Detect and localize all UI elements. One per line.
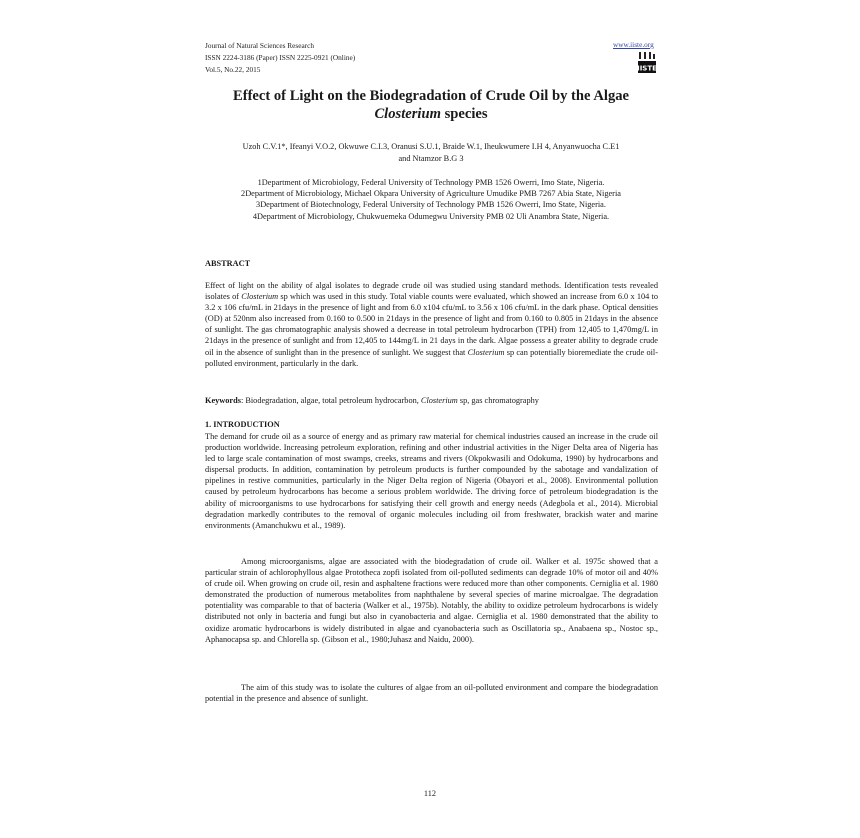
affiliation-2: 2Department of Microbiology, Michael Okpara University of Agriculture Umudike PMB 7267 Abia State, Nigeria xyxy=(241,189,621,199)
keywords-line xyxy=(205,395,658,406)
journal-volume: Vol.5, No.22, 2015 xyxy=(205,65,261,74)
journal-url-link[interactable]: www.iiste.org xyxy=(613,40,654,49)
svg-text:IISTE: IISTE xyxy=(637,64,657,73)
intro-paragraph-1: The demand for crude oil as a source of energy and as primary raw material for chemical industries caused an increase in the crude oil production worldwide. Increasing petroleum exploration, refining and other industrial activities in the Niger Delta area of Nigeria has led to large scale contamination of most swamps, creeks, streams and rivers (Okpokwasili and Odokuma, 1990) by hydrocarbons and dispersal products. In addition, contamination by petroleum products is further compounded by the sabotage and vandalization of pipelines in restive communities, particularly in the Niger Delta region of Nigeria (Obayori et al., 2008). Environmental pollution caused by petroleum hydrocarbons has become a serious problem worldwide. The driving force of petroleum biodegradation is the ability of microorganisms to use hydrocarbons for satisfying their cell growth and energy needs (Adegbola et al., 2014). Microbial degradation markedly contributes to the removal of organic molecules including oil from freshwater, brackish water and marine environments (Amanchukwu et al., 1989). xyxy=(205,432,658,530)
keywords-genus: Closterium xyxy=(420,396,458,405)
intro-paragraph-3: The aim of this study was to isolate the cultures of algae from an oil-polluted environment and compare the biodegradation potential in the presence and absence of sunlight. xyxy=(205,683,658,704)
journal-issn: ISSN 2224-3186 (Paper) ISSN 2225-0921 (Online) xyxy=(205,53,356,62)
affiliation-1: 1Department of Microbiology, Federal University of Technology PMB 1526 Owerri, Imo State, Nigeria. xyxy=(257,178,605,187)
title-line-2 xyxy=(150,105,712,123)
title-genus: Closterium xyxy=(374,106,441,122)
intro-heading: 1. INTRODUCTION xyxy=(205,420,280,429)
affiliation-3: 3Department of Biotechnology, Federal University of Technology PMB 1526 Owerri, Imo State, Nigeria. xyxy=(256,200,606,210)
affiliation-list xyxy=(200,177,662,222)
title-line-1: Effect of Light on the Biodegradation of Crude Oil by the Algae xyxy=(232,88,630,104)
affiliation-4: 4Department of Microbiology, Chukwuemeka Odumegwu University PMB 02 Uli Anambra State, Nigeria. xyxy=(252,211,610,221)
abstract-text-e: sp can potentially bioremediate the crude oil-polluted environment, particularly in the dark. xyxy=(205,347,658,368)
keywords-text-c: sp, gas chromatography xyxy=(457,396,539,405)
abstract-body xyxy=(205,280,658,369)
abstract-genus-2: Closterium xyxy=(467,347,505,357)
author-line-2: and Ntamzor B.G 3 xyxy=(398,153,464,163)
paper-title xyxy=(150,87,712,123)
journal-header xyxy=(205,40,355,76)
intro-paragraph-2: Among microorganisms, algae are associated with the biodegradation of crude oil. Walker et al. 1975c showed that a particular strain of achlorophyllous algae Prototheca zopfi isolated from oil-polluted sediments can degrade 10% of motor oil and 40% of crude oil. When growing on crude oil, resin and asphaltene fractions were reduced more than other components. Cerniglia et al. 1980 demonstrated the production of numerous metabolites from naphthalene by several species of marine microalgae. The degradation potentiality was comparable to that of bacteria (Walker et al., 1975b). Notably, the ability to oxidize petroleum hydrocarbons is widely distributed not only in bacteria and fungi but also in cyanobacteria and algae. Cerniglia et al. 1980 demonstrated that the ability to oxidize aromatic hydrocarbons is widely distributed in algae and cyanobacteria such as Oscillatoria sp., Anabaena sp., Nostoc sp., Aphanocapsa sp. and Chlorella sp. (Gibson et al., 1980;Juhasz and Naidu, 2000). xyxy=(205,557,658,644)
abstract-text-c: sp which was used in this study. Total viable counts were evaluated, which showed an increase from 6.0 x 104 to 3.2 x 106 cfu/mL in 21days in the presence of light and from 6.0 x104 cfu/mL to 3.56 x 106 cfu/mL in the dark phase. Optical densities (OD) at 520nm also increased from 0.160 to 0.500 in 21days in the presence of light and from 0.160 to 0.805 in 21days in the absence of sunlight. The gas chromatographic analysis showed a decrease in total petroleum hydrocarbon (TPH) from 12,405 to 1,470mg/L in 21days in the presence of sunlight and from 12,405 to 144mg/L in 21 days in the dark. Algae possess a greater ability to degrade crude oil in the absence of sunlight than in the presence of sunlight. We suggest that xyxy=(205,292,658,357)
abstract-heading: ABSTRACT xyxy=(205,259,251,268)
page-number: 112 xyxy=(423,789,437,798)
abstract-genus-1: Closterium xyxy=(241,292,279,302)
author-line-1: Uzoh C.V.1*, Ifeanyi V.O.2, Okwuwe C.I.3, Oranusi S.U.1, Braide W.1, Iheukwumere I.H 4, Anyanwuocha C.E1 xyxy=(242,142,620,151)
abstract-text-a: Effect of light on the ability of algal isolates to degrade crude oil was studied using standard methods. Identification tests revealed isolates of xyxy=(205,281,658,302)
keywords-label: Keywords xyxy=(205,396,241,405)
journal-name: Journal of Natural Sciences Research xyxy=(205,41,315,50)
keywords-text-a: : Biodegradation, algae, total petroleum hydrocarbon, xyxy=(240,396,421,405)
iiste-logo-icon xyxy=(636,52,658,74)
title-rest: species xyxy=(440,106,488,122)
author-list xyxy=(200,141,662,164)
